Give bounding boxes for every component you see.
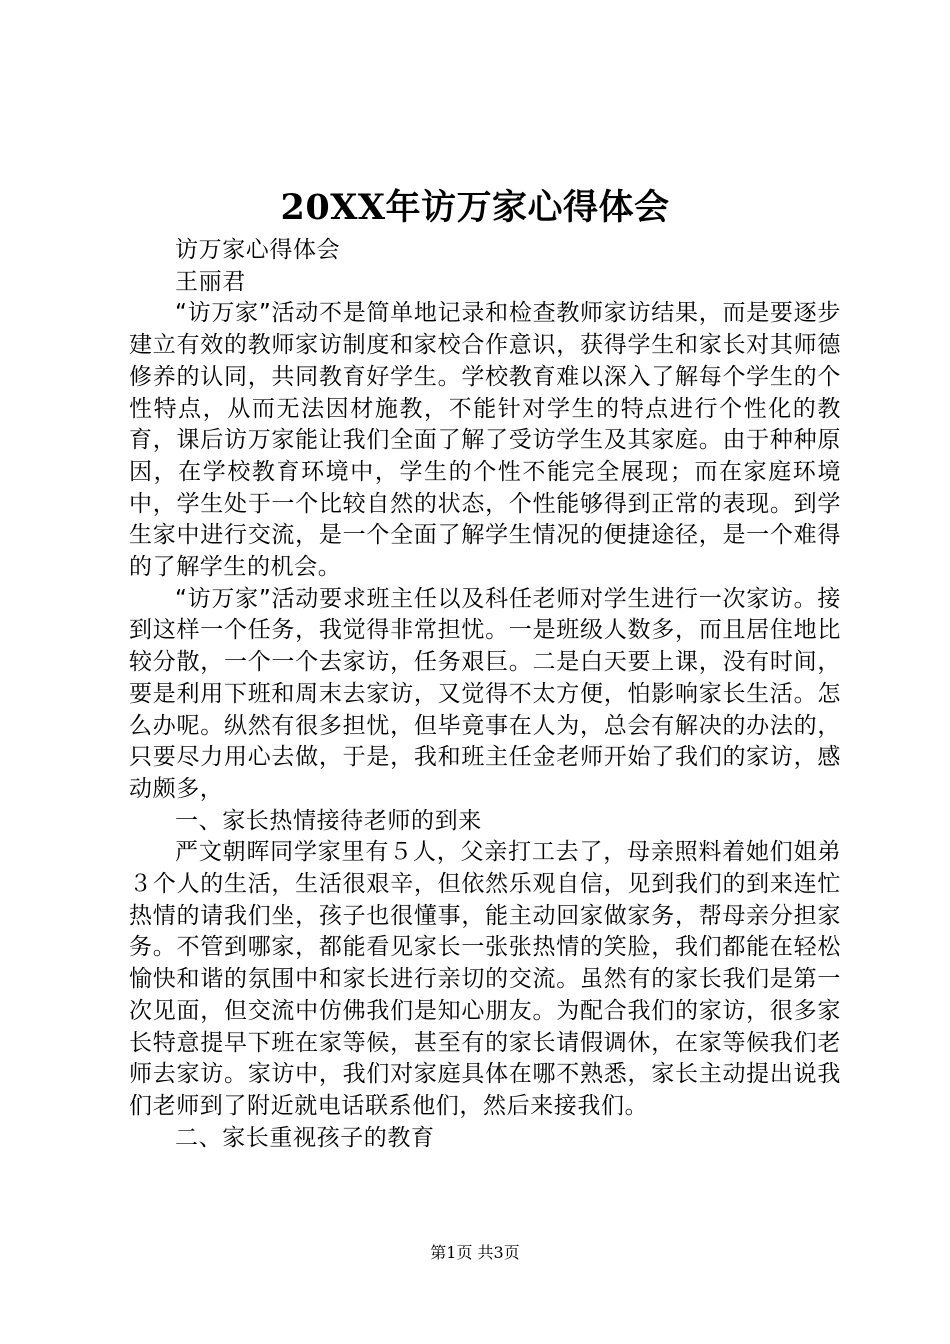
body-paragraph: 严文朝晖同学家里有５人，父亲打工去了，母亲照料着她们姐弟３个人的生活，生活很艰辛，但依然乐观自信，见到我们的到来连忙热情的请我们坐，孩子也很懂事，能主动回家做家务，帮母亲分担家务。不管到哪家，都能看见家长一张张热情的笑脸，我们都能在轻松愉快和谐的氛围中和家长进行亲切的交流。虽然有的家长我们是第一次见面，但交流中仿佛我们是知心朋友。为配合我们的家访，很多家长特意提早下班在家等候，甚至有的家长请假调休，在家等候我们老师去家访。家访中，我们对家庭具体在哪不熟悉，家长主动提出说我们老师到了附近就电话联系他们，然后来接我们。: [129, 839, 841, 1119]
page-footer: 第1页 共3页: [430, 1243, 520, 1262]
subtitle-paragraph: 访万家心得体会: [175, 237, 341, 263]
section-heading: 一、家长热情接待老师的到来: [175, 807, 482, 834]
section-heading: 二、家长重视孩子的教育: [175, 1124, 435, 1151]
document-body: [129, 235, 841, 1154]
body-paragraph: “访万家”活动要求班主任以及科任老师对学生进行一次家访。接到这样一个任务，我觉得非常担忧。一是班级人数多，而且居住地比较分散，一个一个去家访，任务艰巨。二是白天要上课，没有时间，要是利用下班和周末去家访，又觉得不太方便，怕影响家长生活。怎么办呢。纵然有很多担忧，但毕竟事在人为，总会有解决的办法的，只要尽力用心去做，于是，我和班主任金老师开始了我们的家访，感动颇多，: [129, 585, 841, 802]
document-title: 20XX年访万家心得体会: [280, 187, 670, 228]
author-paragraph: 王丽君: [175, 268, 246, 295]
body-paragraph: “访万家”活动不是简单地记录和检查教师家访结果，而是要逐步建立有效的教师家访制度和家校合作意识，获得学生和家长对其师德修养的认同，共同教育好学生。学校教育难以深入了解每个学生的个性特点，从而无法因材施教，不能针对学生的特点进行个性化的教育，课后访万家能让我们全面了解了受访学生及其家庭。由于种种原因，在学校教育环境中，学生的个性不能完全展现；而在家庭环境中，学生处于一个比较自然的状态，个性能够得到正常的表现。到学生家中进行交流，是一个全面了解学生情况的便捷途径，是一个难得的了解学生的机会。: [129, 300, 841, 581]
